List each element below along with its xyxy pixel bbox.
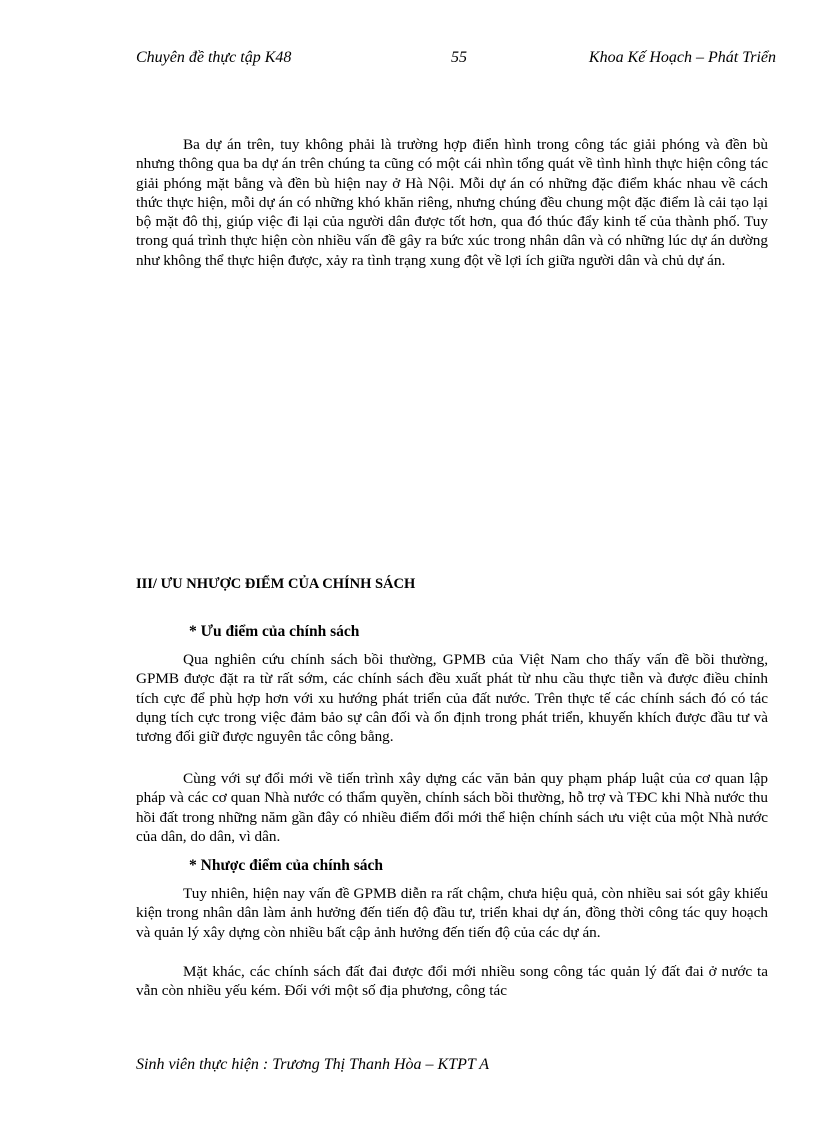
header-left: Chuyên đề thực tập K48 [136,49,292,66]
advantages-paragraph-1: Qua nghiên cứu chính sách bồi thường, GPMB của Việt Nam cho thấy vấn đề bồi thường, GPMB được đặt ra từ rất sớm, các chính sách đều xuất phát từ nhu cầu thực tiễn và được điều chỉnh tích cực để phù hợp hơn với xu hướng phát triển của đất nước. Trên thực tế các chính sách đó có tác dụng tích cực trong việc đảm bảo sự cân đối và ổn định trong phát triển, khuyến khích được đầu tư và tương đối giữ được nguyên tắc công bằng. [136,651,768,746]
disadvantages-title: * Nhược điểm của chính sách [189,857,383,874]
disadvantages-paragraph-1: Tuy nhiên, hiện nay vấn đề GPMB diễn ra rất chậm, chưa hiệu quả, còn nhiều sai sót gây khiếu kiện trong nhân dân làm ảnh hưởng đến tiến độ đầu tư, triển khai dự án, đồng thời công tác quy hoạch và quản lý xây dựng còn nhiều bất cập ảnh hưởng đến tiến độ của các dự án. [136,885,768,941]
section-heading: III/ ƯU NHƯỢC ĐIỂM CỦA CHÍNH SÁCH [136,576,416,592]
header-right: Khoa Kế Hoạch – Phát Triển [588,49,776,66]
intro-paragraph: Ba dự án trên, tuy không phải là trường hợp điển hình trong công tác giải phóng và đền bù nhưng thông qua ba dự án trên chúng ta cũng có một cái nhìn tổng quát về tình hình thực hiện công tác giải phóng mặt bằng và đền bù hiện nay ở Hà Nội. Mỗi dự án có những đặc điểm khác nhau về cách thức thực hiện, mỗi dự án có những khó khăn riêng, nhưng chúng đều chung một đặc điểm là cải tạo lại bộ mặt đô thị, giúp việc đi lại của người dân được tốt hơn, qua đó thúc đẩy kinh tế của thành phố. Tuy trong quá trình thực hiện còn nhiều vấn đề gây ra bức xúc trong nhân dân và có những lúc dự án dường như không thể thực hiện được, xảy ra tình trạng xung đột về lợi ích giữa người dân và chủ dự án. [136,136,768,269]
advantages-title: * Ưu điểm của chính sách [189,623,360,640]
disadvantages-paragraph-2: Mặt khác, các chính sách đất đai được đổi mới nhiều song công tác quản lý đất đai ở nước ta vẫn còn nhiều yếu kém. Đối với một số địa phương, công tác [136,963,768,1000]
footer: Sinh viên thực hiện : Trương Thị Thanh Hòa – KTPT A [136,1056,489,1073]
page-number: 55 [451,49,467,66]
advantages-paragraph-2: Cùng với sự đổi mới về tiến trình xây dựng các văn bản quy phạm pháp luật của cơ quan lập pháp và các cơ quan Nhà nước có thẩm quyền, chính sách bồi thường, hỗ trợ và TĐC khi Nhà nước thu hồi đất trong những năm gần đây có nhiều điểm đổi mới thể hiện chính sách ưu việt của một Nhà nước của dân, do dân, vì dân. [136,770,768,845]
